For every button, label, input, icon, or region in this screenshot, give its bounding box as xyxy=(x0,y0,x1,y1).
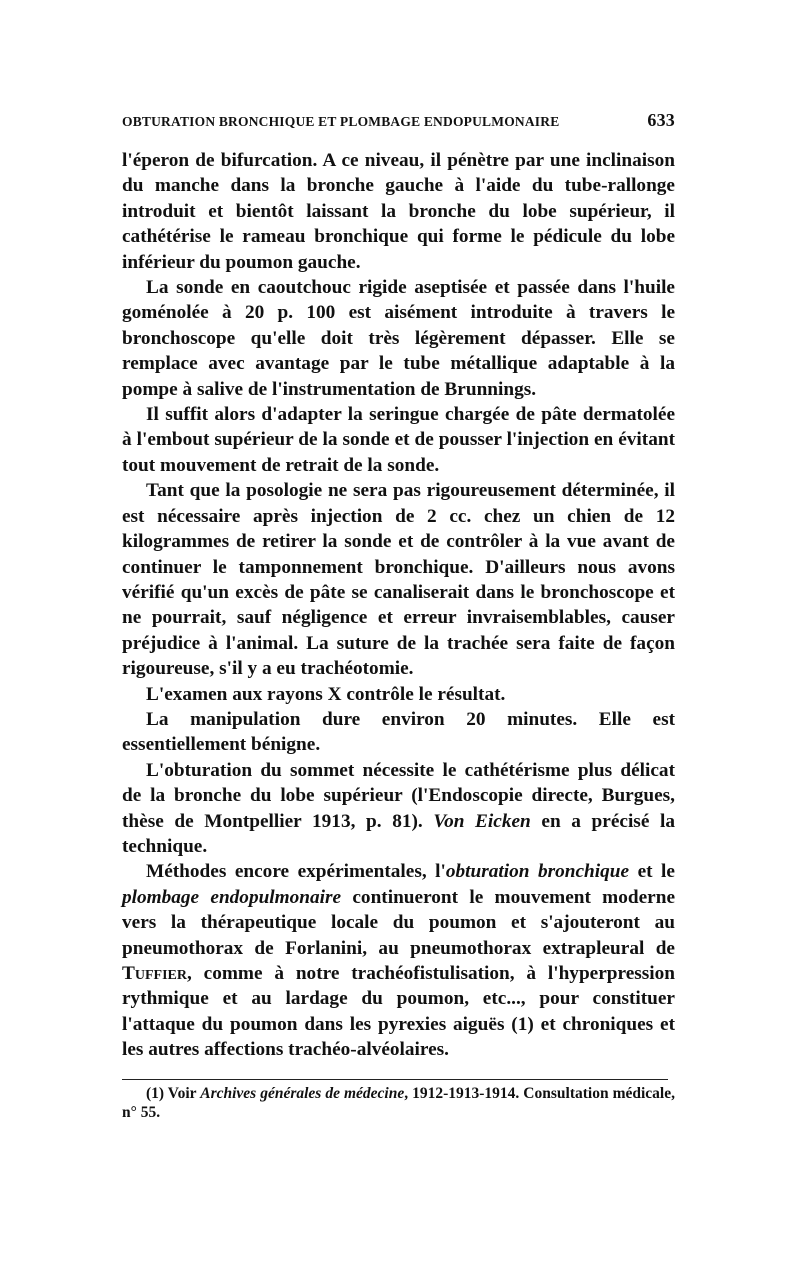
paragraph-8-text-c: continueront le mouvement moderne vers la thérapeutique locale du poumon et s'ajouteront au pneumothorax de Forlanini, au pneumothorax extrapleural de xyxy=(122,886,675,959)
document-page xyxy=(122,110,675,1137)
paragraph-8-text-b: et le xyxy=(629,861,675,883)
footnote-marker: (1) Voir xyxy=(146,1084,201,1102)
paragraph-7-text-a: L'obturation du sommet nécessite le cathétérisme plus délicat de la bronche du lobe supérieur (l'Endoscopie directe, Burgues, thèse de Montpellier 1913, p. 81). xyxy=(122,759,675,832)
paragraph-3: Il suffit alors d'adapter la seringue chargée de pâte dermatolée à l'embout supérieur de la sonde et de pousser l'injection en évitant tout mouvement de retrait de la sonde. xyxy=(122,404,675,476)
author-name: Von Eicken xyxy=(433,810,531,832)
paragraph-5: L'examen aux rayons X contrôle le résultat. xyxy=(146,683,506,705)
running-header xyxy=(122,110,675,148)
paragraph-4: Tant que la posologie ne sera pas rigoureusement déterminée, il est nécessaire après injection de 2 cc. chez un chien de 12 kilogrammes de retirer la sonde et de contrôler à la vue avant de continuer le tamponnement bronchique. D'ailleurs nous avons vérifié qu'un excès de pâte se canaliserait dans le bronchoscope et ne pourrait, sauf négligence et erreur invraisemblables, causer préjudice à l'animal. La suture de la trachée sera faite de façon rigoureuse, s'il y a eu trachéotomie. xyxy=(122,480,675,680)
paragraph-6: La manipulation dure environ 20 minutes. Elle est essentiellement bénigne. xyxy=(122,708,675,756)
footnote-rule xyxy=(122,1079,668,1080)
term-obturation: obturation bronchique xyxy=(445,861,630,883)
body-text xyxy=(122,148,675,1063)
paragraph-7-text-b: en a précisé la technique. xyxy=(122,810,675,857)
author-tuffier: Tuffier xyxy=(122,963,187,984)
paragraph-2: La sonde en caoutchouc rigide aseptisée et passée dans l'huile goménolée à 20 p. 100 est aisément introduite à travers le bronchoscope qu'elle doit très légèrement dépasser. Elle se remplace avec avantage par le tube métallique adaptable à la pompe à salive de l'instrumentation de Brunnings. xyxy=(122,277,675,400)
paragraph-8-text-a: Méthodes encore expérimentales, l' xyxy=(146,861,446,883)
footnote xyxy=(122,1084,675,1122)
term-plombage: plombage endopulmonaire xyxy=(122,886,342,908)
footnote-journal: Archives générales de médecine xyxy=(200,1084,405,1102)
running-title: OBTURATION BRONCHIQUE ET PLOMBAGE ENDOPULMONAIRE xyxy=(122,114,560,129)
page-number: 633 xyxy=(647,110,675,130)
paragraph-8 xyxy=(122,859,675,1062)
paragraph-8-text-d: , comme à notre trachéofistulisation, à l'hyperpression rythmique et au lardage du poumon, etc..., pour constituer l'attaque du poumon dans les pyrexies aiguës (1) et chroniques et les autres affections trachéo-alvéolaires. xyxy=(122,963,675,1061)
footnote-rest: , 1912-1913-1914. Consultation médicale, n° 55. xyxy=(122,1084,675,1121)
paragraph-1: l'éperon de bifurcation. A ce niveau, il pénètre par une inclinaison du manche dans la bronche gauche à l'aide du tube-rallonge introduit et bientôt laissant la bronche du lobe supérieur, il cathétérise le rameau bronchique qui forme le pédicule du lobe inférieur du poumon gauche. xyxy=(122,150,675,273)
paragraph-7 xyxy=(122,758,675,860)
